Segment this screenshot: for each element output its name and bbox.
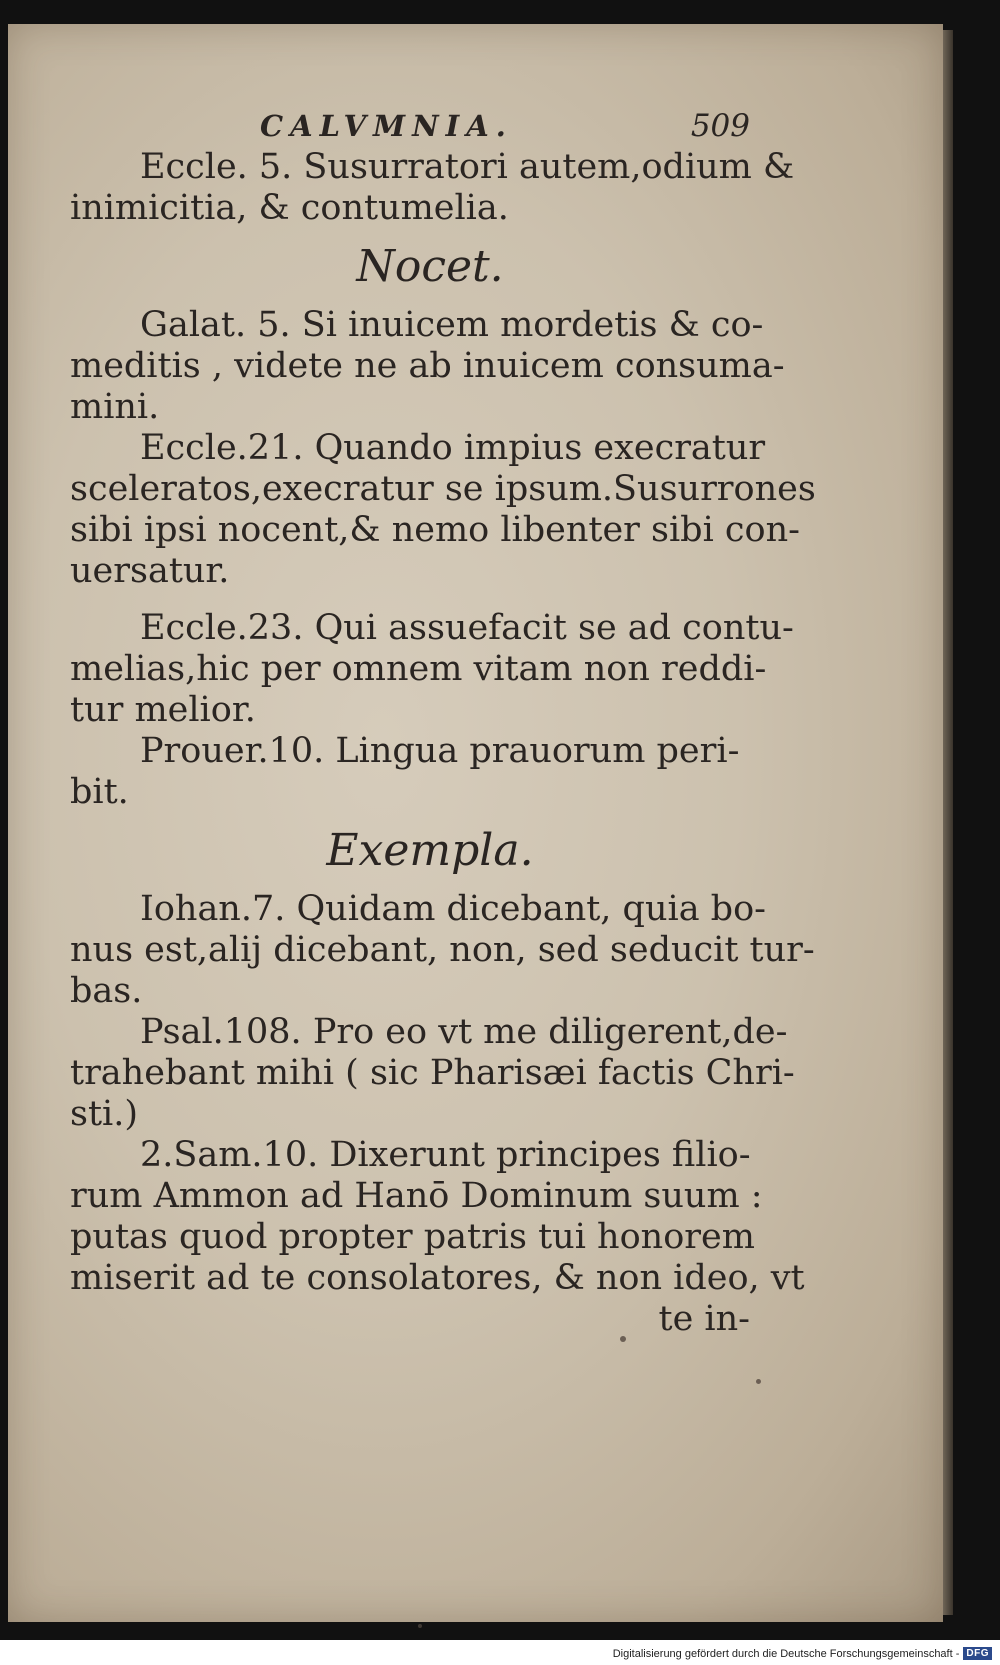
text-line: Psal.108. Pro eo vt me diligerent,de-	[140, 1012, 788, 1052]
text-line: miserit ad te consolatores, & non ideo, vt	[70, 1258, 805, 1298]
page-header	[70, 105, 750, 147]
paragraph	[70, 731, 750, 813]
paragraph	[70, 608, 794, 731]
running-title: CALVMNIA.	[260, 109, 513, 143]
text-line: Eccle. 5. Susurratori autem,odium &	[140, 147, 795, 187]
text-line: rum Ammon ad Hanō Dominum suum :	[70, 1176, 763, 1216]
text-line: uersatur.	[70, 551, 230, 591]
text-line: putas quod propter patris tui honorem	[70, 1217, 755, 1257]
paragraph	[70, 1135, 805, 1299]
text-line: bas.	[70, 971, 143, 1011]
text-line: tur melior.	[70, 690, 256, 730]
ink-spot	[756, 1379, 761, 1384]
paragraph	[70, 428, 816, 592]
digitization-credit	[613, 1647, 992, 1660]
text-line: meditis , videte ne ab inuicem consuma-	[70, 346, 785, 386]
ink-spot	[418, 1624, 422, 1628]
credit-text: Digitalisierung gefördert durch die Deutsche Forschungsgemeinschaft -	[612, 1647, 960, 1660]
section-heading: Nocet.	[356, 241, 504, 292]
paragraph	[70, 147, 795, 229]
text-line: melias,hic per omnem vitam non reddi-	[70, 649, 767, 689]
text-line: inimicitia, & contumelia.	[70, 188, 509, 228]
spacer	[70, 592, 750, 608]
text-line: sibi ipsi nocent,& nemo libenter sibi con-	[70, 510, 800, 550]
text-line: Eccle.23. Qui assuefacit se ad contu-	[140, 608, 794, 648]
paragraph	[70, 889, 815, 1012]
section-heading: Exempla.	[326, 825, 534, 876]
page-text	[70, 105, 816, 1340]
catchword-line	[70, 1299, 750, 1340]
text-line: nus est,alij dicebant, non, sed seducit tur-	[70, 930, 815, 970]
text-line: 2.Sam.10. Dixerunt principes filio-	[140, 1135, 751, 1175]
text-line: Iohan.7. Quidam dicebant, quia bo-	[140, 889, 766, 929]
text-line: sceleratos,execratur se ipsum.Susurrones	[70, 469, 816, 509]
text-line: Prouer.10. Lingua prauorum peri-	[140, 731, 740, 771]
paragraph	[70, 1012, 795, 1135]
text-line: Galat. 5. Si inuicem mordetis & co-	[140, 305, 764, 345]
dfg-logo: DFG	[963, 1647, 992, 1660]
text-line: Eccle.21. Quando impius execratur	[140, 428, 766, 468]
page-edge	[943, 30, 953, 1615]
paragraph	[70, 305, 785, 428]
page-number: 509	[690, 108, 750, 144]
text-line: mini.	[70, 387, 160, 427]
catchword: te in-	[658, 1299, 750, 1339]
text-line: bit.	[70, 772, 129, 812]
text-line: trahebant mihi ( sic Pharisæi factis Chri-	[70, 1053, 795, 1093]
text-line: sti.)	[70, 1094, 139, 1134]
